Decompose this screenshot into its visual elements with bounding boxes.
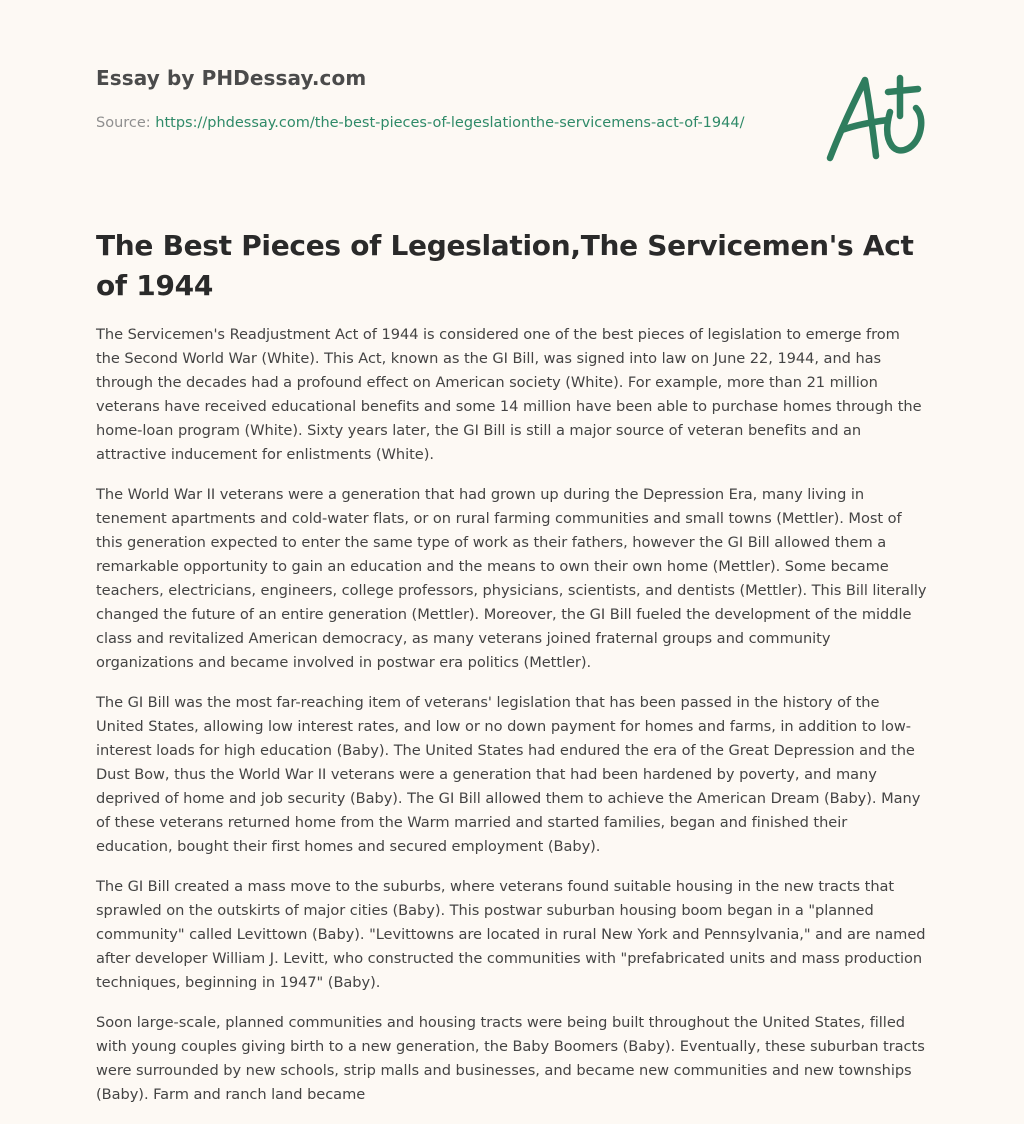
source-label: Source: — [96, 115, 156, 131]
essay-paragraph: The Servicemen's Readjustment Act of 1944 is considered one of the best pieces of legislation to emerge from the Second World War (White). This Act, known as the GI Bill, was signed into law on June 22, 1944, and has through the decades had a profound effect on American society (White). For example, more than 21 million veterans have received educational benefits and some 14 million have been able to purchase homes through the home-loan program (White). Sixty years later, the GI Bill is still a major source of veteran benefits and an attractive inducement for enlistments (White). — [96, 326, 922, 463]
essay-paragraph: Soon large-scale, planned communities and housing tracts were being built throughout the United States, filled with young couples giving birth to a new generation, the Baby Boomers (Baby). Eventually, these suburban tracts were surrounded by new schools, strip malls and businesses, and became new communities and new townships (Baby). Farm and ranch land became — [96, 1014, 925, 1103]
essay-paragraph: The World War II veterans were a generation that had grown up during the Depression Era, many living in tenement apartments and cold-water flats, or on rural farming communities and small towns (Mettler). Most of this generation expected to enter the same type of work as their fathers, however the GI Bill allowed them a remarkable opportunity to gain an education and the means to own their own home (Mettler). Some became teachers, electricians, engineers, college professors, physicians, scientists, and dentists (Mettler). This Bill literally changed the future of an entire generation (Mettler). Moreover, the GI Bill fueled the development of the middle class and revitalized American democracy, as many veterans joined fraternal groups and community organizations and became involved in postwar era politics (Mettler). — [96, 486, 927, 671]
essay-paragraph: The GI Bill was the most far-reaching item of veterans' legislation that has been passed in the history of the United States, allowing low interest rates, and low or no down payment for homes and farms, in addition to low-interest loads for high education (Baby). The United States had endured the era of the Great Depression and the Dust Bow, thus the World War II veterans were a generation that had been hardened by poverty, and many deprived of home and job security (Baby). The GI Bill allowed them to achieve the American Dream (Baby). Many of these veterans returned home from the Warm married and started families, began and finished their education, bought their first homes and secured employment (Baby). — [96, 694, 921, 855]
source-link[interactable]: https://phdessay.com/the-best-pieces-of-legeslationthe-servicemens-act-of-1944/ — [155, 115, 745, 131]
site-brand: Essay by PHDessay.com — [96, 66, 367, 90]
essay-body — [96, 323, 928, 1123]
essay-title: The Best Pieces of Legeslation,The Servicemen's Act of 1944 — [96, 229, 914, 302]
essay-paragraph: The GI Bill created a mass move to the suburbs, where veterans found suitable housing in the new tracts that sprawled on the outskirts of major cities (Baby). This postwar suburban housing boom began in a "planned community" called Levittown (Baby). "Levittowns are located in rural New York and Pennsylvania," and are named after developer William J. Levitt, who constructed the communities with "prefabricated units and mass production techniques, beginning in 1947" (Baby). — [96, 878, 926, 991]
a-plus-grade-icon — [820, 70, 932, 166]
source-line — [96, 112, 776, 135]
